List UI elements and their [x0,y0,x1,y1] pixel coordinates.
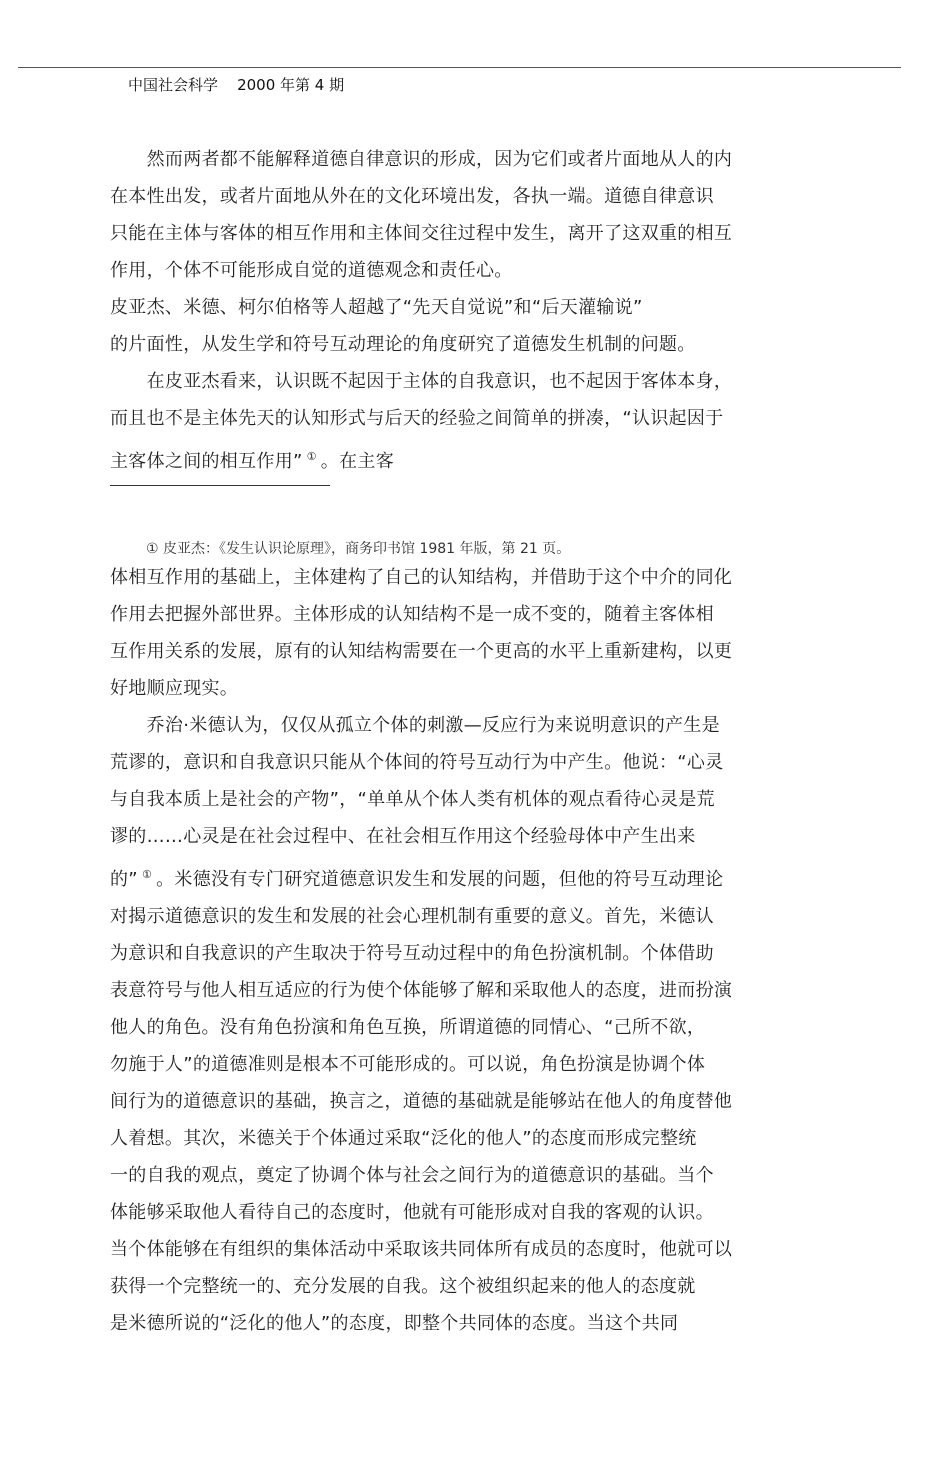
text-line: 皮亚杰、米德、柯尔伯格等人超越了“先天自觉说”和“后天灌输说” [110,297,643,318]
journal-name: 中国社会科学 [128,76,219,94]
text-line: 对揭示道德意识的发生和发展的社会心理机制有重要的意义。首先，米德认 [110,906,714,927]
text-line: 在皮亚杰看来，认识既不起因于主体的自我意识，也不起因于客体本身， [110,371,733,392]
text-line: 互作用关系的发展，原有的认知结构需要在一个更高的水平上重新建构，以更 [110,641,733,662]
text-line: 与自我本质上是社会的产物”，“单单从个体人类有机体的观点看待心灵是荒 [110,789,715,810]
footnote-marker: ① [306,450,317,463]
text-line: 作用去把握外部世界。主体形成的认知结构不是一成不变的，随着主客体相 [110,604,714,625]
paragraph-block-1 [110,141,850,480]
text-line: 在本性出发，或者片面地从外在的文化环境出发，各执一端。道德自律意识 [110,186,714,207]
text-line: 的片面性，从发生学和符号互动理论的角度研究了道德发生机制的问题。 [110,334,696,355]
text-line: 荒谬的，意识和自我意识只能从个体间的符号互动行为中产生。他说：“心灵 [110,752,724,773]
text-line: 一的自我的观点，奠定了协调个体与社会之间行为的道德意识的基础。当个 [110,1165,714,1186]
text-line: 乔治·米德认为，仅仅从孤立个体的刺激—反应行为来说明意识的产生是 [110,715,720,736]
issue-label: 2000 年第 4 期 [237,76,345,94]
text-line: 体能够采取他人看待自己的态度时，他就有可能形成对自我的客观的认识。 [110,1202,714,1223]
text-line: 他人的角色。没有角色扮演和角色互换，所谓道德的同情心、“己所不欲， [110,1017,706,1038]
footnote: ① 皮亚杰：《发生认识论原理》，商务印书馆 1981 年版，第 21 页。 [146,541,571,557]
text-line: 间行为的道德意识的基础，换言之，道德的基础就是能够站在他人的角度替他 [110,1091,733,1112]
text-line: 人着想。其次，米德关于个体通过采取“泛化的他人”的态度而形成完整统 [110,1128,697,1149]
paragraph-block-2 [110,559,850,1342]
footnote-rule [110,485,330,486]
text-line: 是米德所说的“泛化的他人”的态度，即整个共同体的态度。当这个共同 [110,1313,679,1334]
text-line: 只能在主体与客体的相互作用和主体间交往过程中发生，离开了这双重的相互 [110,223,733,244]
text-line: 谬的……心灵是在社会过程中、在社会相互作用这个经验母体中产生出来 [110,826,696,847]
line-segment: 。在主客 [320,451,394,472]
header-rule [18,67,901,68]
text-line: 表意符号与他人相互适应的行为使个体能够了解和采取他人的态度，进而扮演 [110,980,733,1001]
text-line-with-footnote [110,861,850,898]
line-segment: 的” [110,869,138,890]
text-line: 为意识和自我意识的产生取决于符号互动过程中的角色扮演机制。个体借助 [110,943,714,964]
text-line: 作用，个体不可能形成自觉的道德观念和责任心。 [110,260,513,281]
text-line: 勿施于人”的道德准则是根本不可能形成的。可以说，角色扮演是协调个体 [110,1054,706,1075]
text-line: 然而两者都不能解释道德自律意识的形成，因为它们或者片面地从人的内 [110,149,733,170]
running-header [128,74,344,95]
text-line: 获得一个完整统一的、充分发展的自我。这个被组织起来的他人的态度就 [110,1276,696,1297]
line-segment: 主客体之间的相互作用” [110,451,303,472]
text-line: 而且也不是主体先天的认知形式与后天的经验之间简单的拼凑，“认识起因于 [110,408,724,429]
footnote-marker: ① [141,868,153,881]
text-line: 体相互作用的基础上，主体建构了自己的认知结构，并借助于这个中介的同化 [110,567,733,588]
line-segment: 。米德没有专门研究道德意识发生和发展的问题，但他的符号互动理论 [156,869,724,890]
text-line: 好地顺应现实。 [110,678,239,699]
text-line: 当个体能够在有组织的集体活动中采取该共同体所有成员的态度时，他就可以 [110,1239,733,1260]
text-line-with-footnote [110,443,850,480]
